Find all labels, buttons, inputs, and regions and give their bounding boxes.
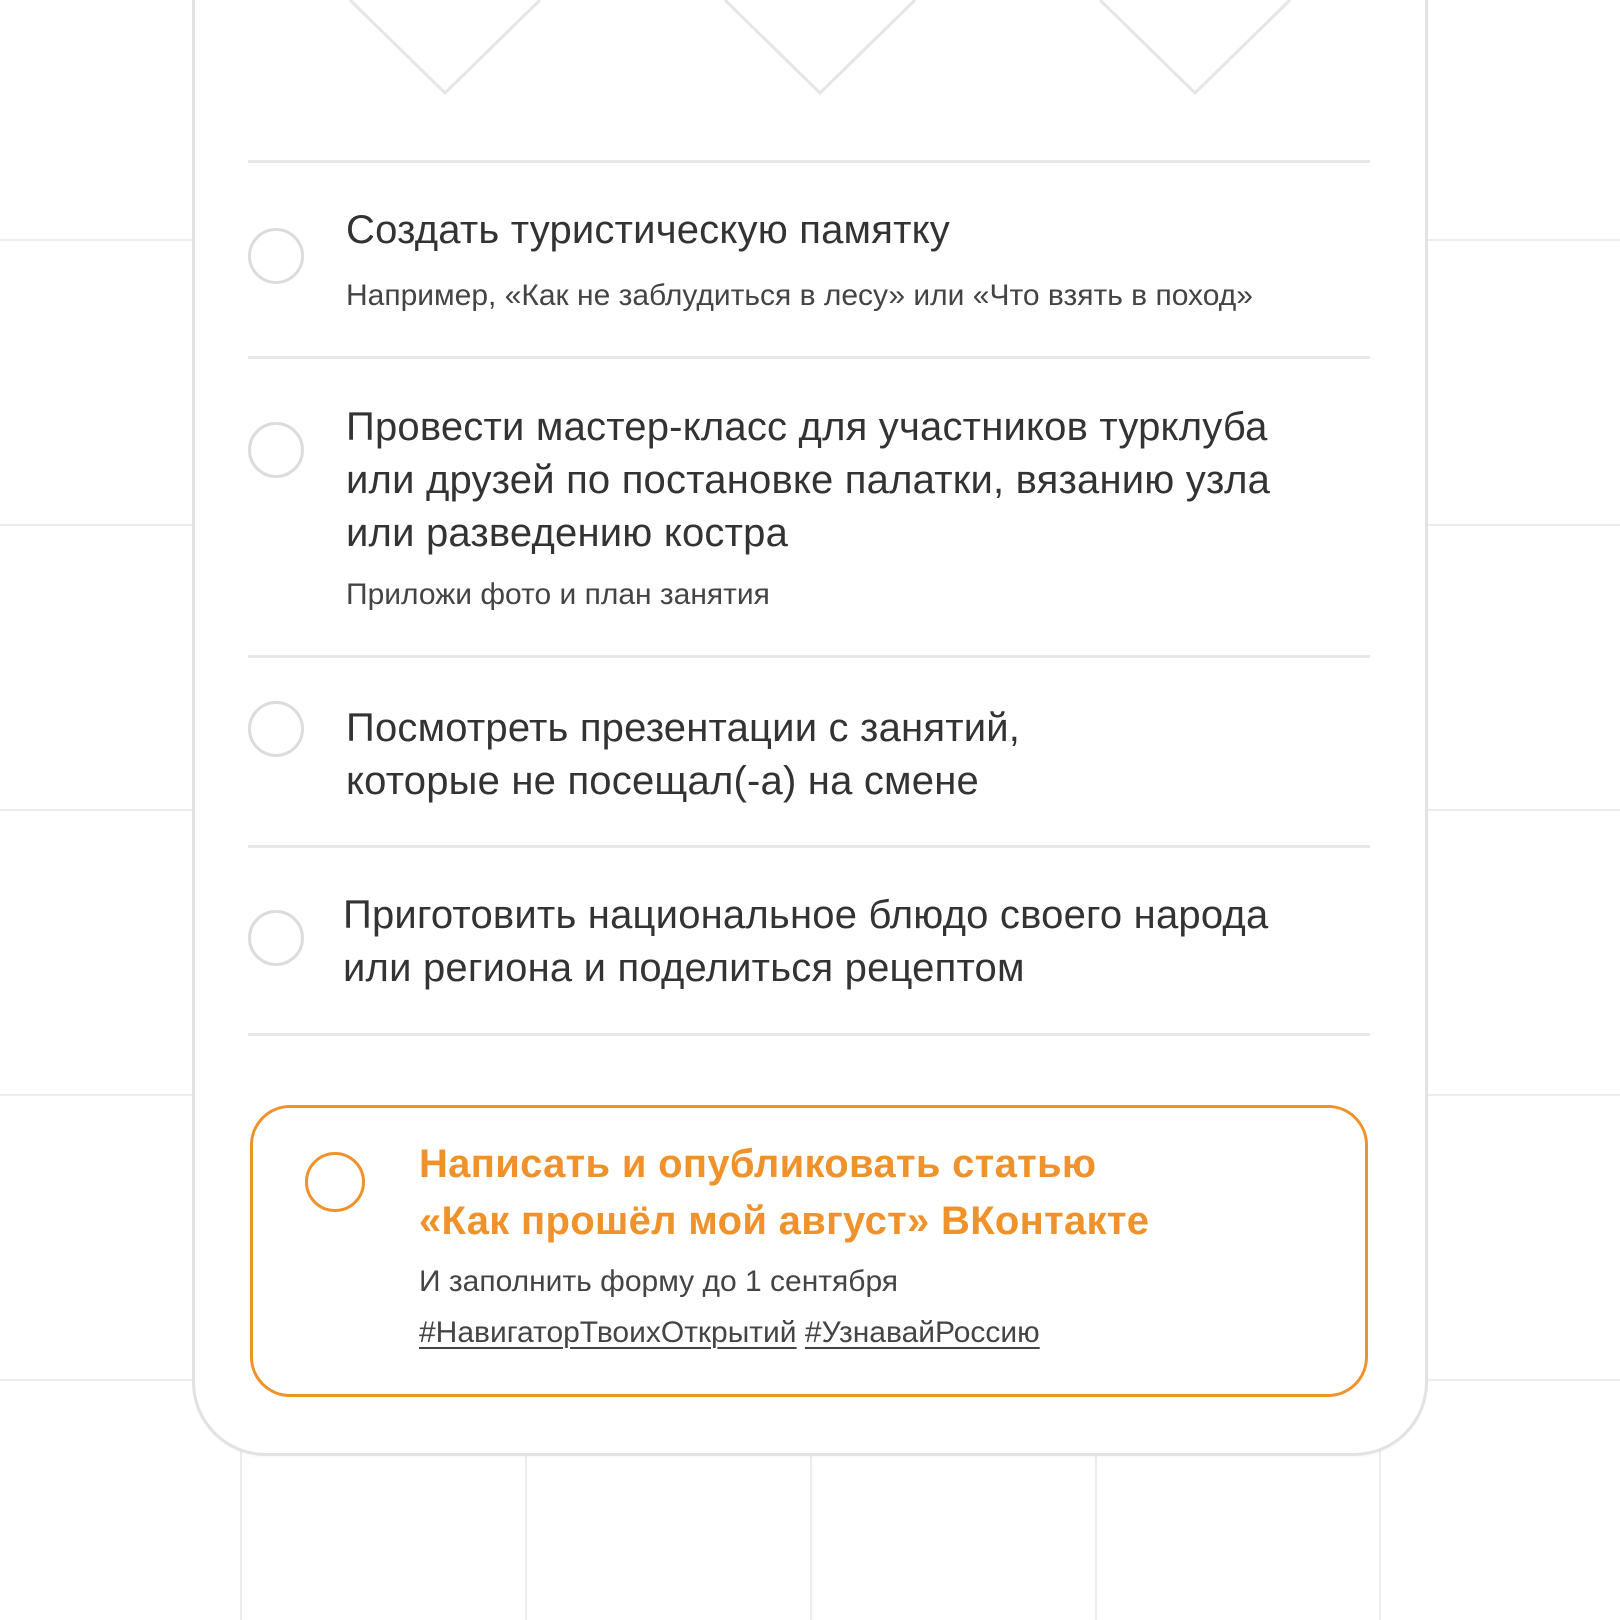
- zigzag-decoration: [0, 0, 1620, 110]
- highlight-task[interactable]: [250, 1105, 1368, 1397]
- highlight-task-subtitle: И заполнить форму до 1 сентября: [419, 1265, 899, 1298]
- task-checkbox[interactable]: [248, 701, 304, 757]
- task-title: Создать туристическую памятку: [346, 208, 950, 252]
- highlight-task-title: Написать и опубликовать статью «Как прошёл мой август» ВКонтакте: [419, 1142, 1150, 1243]
- task-item[interactable]: [248, 845, 1370, 1033]
- task-title: Посмотреть презентации с занятий, которые не посещал(-а) на смене: [346, 706, 1021, 803]
- hashtag-link[interactable]: #НавигаторТвоихОткрытий: [419, 1316, 797, 1349]
- hashtags: [419, 1314, 1040, 1352]
- task-checkbox[interactable]: [248, 422, 304, 478]
- task-subtitle: Например, «Как не заблудиться в лесу» или «Что взять в поход»: [346, 279, 1253, 312]
- hashtag-link[interactable]: #УзнавайРоссию: [804, 1316, 1040, 1349]
- task-checkbox[interactable]: [305, 1152, 365, 1212]
- task-title: Провести мастер-класс для участников турклуба или друзей по постановке палатки, вязанию узла или разведению костра: [346, 405, 1271, 555]
- task-checkbox[interactable]: [248, 228, 304, 284]
- task-item[interactable]: [248, 655, 1370, 845]
- task-item[interactable]: [248, 160, 1370, 356]
- task-item[interactable]: [248, 356, 1370, 655]
- task-title: Приготовить национальное блюдо своего народа или региона и поделиться рецептом: [343, 893, 1269, 990]
- divider: [248, 1033, 1370, 1036]
- task-subtitle: Приложи фото и план занятия: [346, 578, 770, 611]
- task-checkbox[interactable]: [248, 910, 304, 966]
